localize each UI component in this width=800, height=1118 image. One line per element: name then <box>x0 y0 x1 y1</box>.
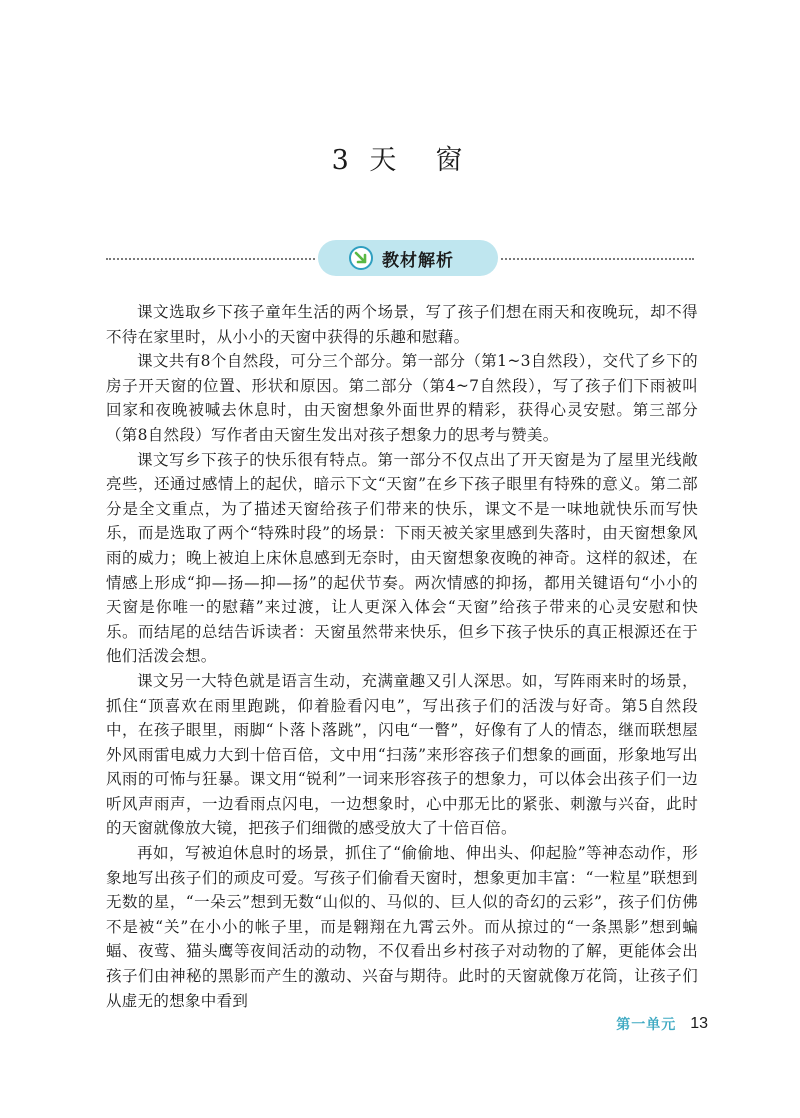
paragraph: 课文共有8个自然段，可分三个部分。第一部分（第1~3自然段），交代了乡下的房子开天窗的位置、形状和原因。第二部分（第4~7自然段），写了孩子们下雨被叫回家和夜晚被喊去休息时，由天窗想象外面世界的精彩，获得心灵安慰。第三部分（第8自然段）写作者由天窗生发出对孩子想象力的思考与赞美。 <box>106 352 698 444</box>
page-footer <box>616 1013 708 1035</box>
section-label: 教材解析 <box>382 251 454 271</box>
page-number: 13 <box>690 1015 708 1032</box>
paragraph: 课文选取乡下孩子童年生活的两个场景，写了孩子们想在雨天和夜晚玩，却不得不待在家里时，从小小的天窗中获得的乐趣和慰藉。 <box>106 303 698 346</box>
paragraph: 课文写乡下孩子的快乐很有特点。第一部分不仅点出了开天窗是为了屋里光线敞亮些，还通过感情上的起伏，暗示下文“天窗”在乡下孩子眼里有特殊的意义。第二部分是全文重点，为了描述天窗给孩子们带来的快乐，课文不是一味地就快乐而写快乐，而是选取了两个“特殊时段”的场景：下雨天被关家里感到失落时，由天窗想象风雨的威力；晚上被迫上床休息感到无奈时，由天窗想象夜晚的神奇。这样的叙述，在情感上形成“抑—扬—抑—扬”的起伏节奏。两次情感的抑扬，都用关键语句“小小的天窗是你唯一的慰藉”来过渡，让人更深入体会“天窗”给孩子带来的心灵安慰和快乐。而结尾的总结告诉读者：天窗虽然带来快乐，但乡下孩子快乐的真正根源还在于他们活泼会想。 <box>106 450 698 666</box>
page-title: 3 天 窗 <box>331 145 469 176</box>
body-text <box>106 300 698 1013</box>
unit-label: 第一单元 <box>616 1017 677 1033</box>
paragraph: 再如，写被迫休息时的场景，抓住了“偷偷地、伸出头、仰起脸”等神态动作，形象地写出孩子们的顽皮可爱。写孩子们偷看天窗时，想象更加丰富：“一粒星”联想到无数的星，“一朵云”想到无数“山似的、马似的、巨人似的奇幻的云彩”，孩子们仿佛不是被“关”在小小的帐子里，而是翱翔在九霄云外。而从掠过的“一条黑影”想到蝙蝠、夜莺、猫头鹰等夜间活动的动物，不仅看出乡村孩子对动物的了解，更能体会出孩子们由神秘的黑影而产生的激动、兴奋与期待。此时的天窗就像万花筒，让孩子们从虚无的想象中看到 <box>106 844 698 1010</box>
paragraph: 课文另一大特色就是语言生动，充满童趣又引人深思。如，写阵雨来时的场景，抓住“顶喜欢在雨里跑跳，仰着脸看闪电”，写出孩子们的活泼与好奇。第5自然段中，在孩子眼里，雨脚“卜落卜落跳”，闪电“一瞥”，好像有了人的情态，继而联想屋外风雨雷电威力大到十倍百倍，文中用“扫荡”来形容孩子们想象的画面，形象地写出风雨的可怖与狂暴。课文用“锐利”一词来形容孩子的想象力，可以体会出孩子们一边听风声雨声，一边看雨点闪电，一边想象时，心中那无比的紧张、刺激与兴奋，此时的天窗就像放大镜，把孩子们细微的感受放大了十倍百倍。 <box>106 671 698 838</box>
arrow-down-right-icon <box>348 245 374 271</box>
section-header <box>106 240 694 278</box>
section-badge <box>318 240 498 276</box>
